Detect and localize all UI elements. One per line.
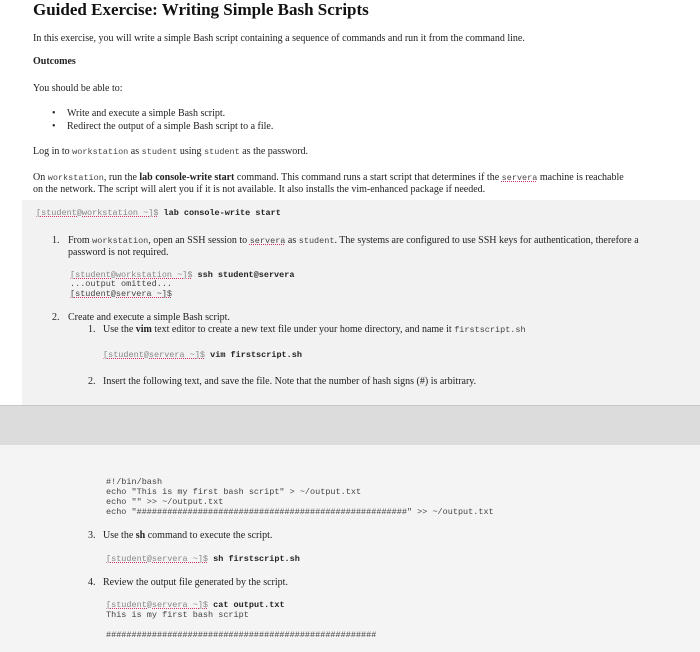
instruction-line-2: on the network. The script will alert you if it is not available. It also installs the vim-enhanced package if needed.: [33, 184, 486, 195]
step-1-text: From workstation, open an SSH session to servera as student. The systems are configured to use SSH keys for authentication, therefore a: [68, 235, 639, 246]
substep-2-number: 2.: [88, 376, 96, 387]
lab-command-line: [student@workstation ~]$ lab console-write start: [36, 208, 281, 218]
ssh-command-line: [student@workstation ~]$ ssh student@servera: [70, 270, 295, 280]
substep-2-text: Insert the following text, and save the file. Note that the number of hash signs (#) is arbitrary.: [103, 376, 477, 387]
step-4-text: Review the output file generated by the script.: [103, 577, 288, 588]
step-3-number: 3.: [88, 530, 96, 541]
login-text: Log in to workstation as student using student as the password.: [33, 146, 309, 157]
outcome-bullet: • Redirect the output of a simple Bash script to a file.: [67, 121, 273, 132]
vim-command-line: [student@servera ~]$ vim firstscript.sh: [103, 350, 302, 360]
code-panel-background: [22, 200, 700, 405]
script-line: echo "This is my first bash script" > ~/output.txt: [106, 487, 362, 497]
step-2-number: 2.: [52, 312, 60, 323]
sh-command-line: [student@servera ~]$ sh firstscript.sh: [106, 554, 300, 564]
step-2-text: Create and execute a simple Bash script.: [68, 312, 230, 323]
script-line-shebang: #!/bin/bash: [106, 477, 163, 487]
outcomes-heading: Outcomes: [33, 56, 76, 67]
step-1-text-2: password is not required.: [68, 247, 169, 258]
substep-1-text: Use the vim text editor to create a new text file under your home directory, and name it firstscript.sh: [103, 324, 526, 335]
step-4-number: 4.: [88, 577, 96, 588]
output-line: This is my first bash script: [106, 610, 249, 620]
output-omitted-text: ...output omitted...: [70, 279, 173, 289]
lower-page-background: [0, 445, 700, 652]
intro-text: In this exercise, you will write a simple Bash script containing a sequence of commands and run it from the command line.: [33, 33, 525, 44]
outcome-bullet: • Write and execute a simple Bash script.: [67, 108, 225, 119]
step-3-text: Use the sh command to execute the script.: [103, 530, 273, 541]
step-1-number: 1.: [52, 235, 60, 246]
servera-prompt: [student@servera ~]$: [70, 289, 173, 299]
substep-1-number: 1.: [88, 324, 96, 335]
instruction-line: On workstation, run the lab console-write start command. This command runs a start script that determines if the servera machine is reachable: [33, 172, 624, 183]
script-line: echo "#####################################################" >> ~/output.txt: [106, 507, 494, 517]
script-line: echo "" >> ~/output.txt: [106, 497, 224, 507]
able-to-text: You should be able to:: [33, 83, 123, 94]
output-hash-line: #####################################################: [106, 630, 377, 640]
page-title: Guided Exercise: Writing Simple Bash Scripts: [33, 0, 369, 19]
cat-command-line: [student@servera ~]$ cat output.txt: [106, 600, 285, 610]
page-divider: [0, 405, 700, 447]
